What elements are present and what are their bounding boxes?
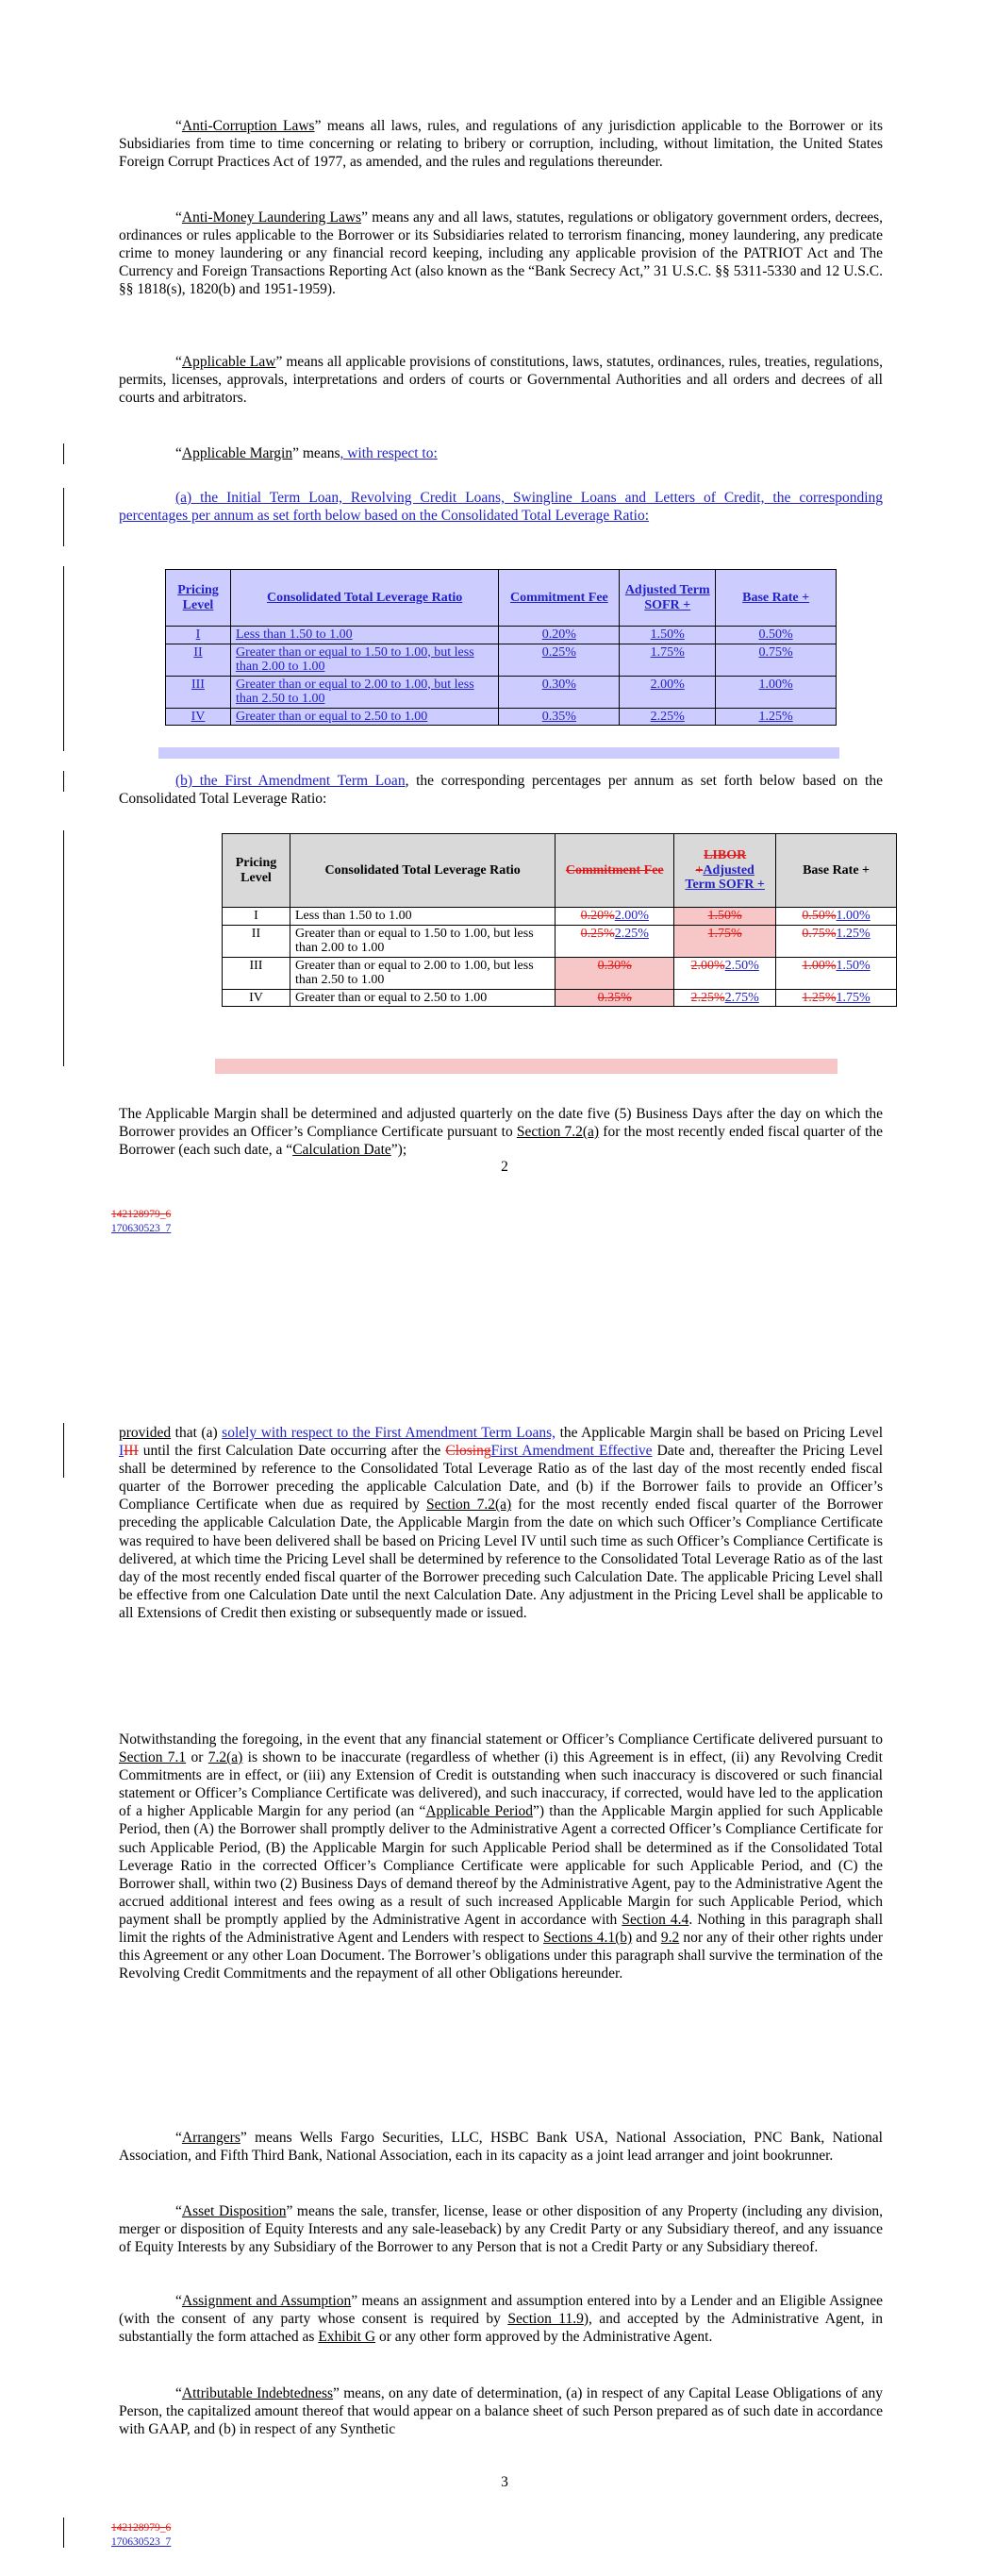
table-row: III Greater than or equal to 2.00 to 1.00, but less than 2.50 to 1.00 0.30% 2.00%2.50% 1.00%1.50%: [223, 957, 897, 989]
clause-b-paragraph: (b) the First Amendment Term Loan, the corresponding percentages per annum as set forth below based on the Consolidated Total Leverage Ratio:: [119, 773, 883, 808]
header-libor-sofr: LIBOR +Adjusted Term SOFR +: [674, 834, 776, 908]
table-row: I Less than 1.50 to 1.00 0.20% 1.50% 0.50%: [166, 627, 837, 644]
calculation-date-paragraph: The Applicable Margin shall be determined and adjusted quarterly on the date five (5) Business Days after the day on which the Borrower provides an Officer’s Compliance Certificate pursuant to Section 7.2(a) for the most recently ended fiscal quarter of the Borrower (each such date, a “Calculation Date”);: [119, 1106, 883, 1159]
table-row: IV Greater than or equal to 2.50 to 1.00 0.35% 2.25% 1.25%: [166, 708, 837, 726]
header-leverage-ratio: Consolidated Total Leverage Ratio: [290, 834, 555, 908]
arrangers-definition: “Arrangers” means Wells Fargo Securities, LLC, HSBC Bank USA, National Association, PNC Bank, National Association, and Fifth Third Bank, National Association, each in its capacity as a joint lead arranger and joint bookrunner.: [119, 2130, 883, 2165]
page-number: 3: [501, 2474, 508, 2490]
delete-shading: [215, 1059, 837, 1074]
header-leverage-ratio: Consolidated Total Leverage Ratio: [230, 570, 498, 627]
change-bar: [63, 443, 64, 464]
header-commitment-fee-deleted: Commitment Fee: [556, 834, 674, 908]
document-id-inserted: 170630523_7: [111, 1223, 172, 1234]
asset-disposition-definition: “Asset Disposition” means the sale, transfer, license, lease or other disposition of any Property (including any division, merger or disposition of Equity Interests and any sale-leaseback) by any Credit Party or any Subsidiary thereof, and any issuance of Equity Interests by any Subsidiary of the Borrower to any Person that is not a Credit Party or any Subsidiary thereof.: [119, 2203, 883, 2256]
change-bar: [63, 771, 64, 792]
table-row: III Greater than or equal to 2.00 to 1.00, but less than 2.50 to 1.00 0.30% 2.00% 1.00%: [166, 676, 837, 708]
clause-a-paragraph: (a) the Initial Term Loan, Revolving Credit Loans, Swingline Loans and Letters of Credit, the corresponding percentages per annum as set forth below based on the Consolidated Total Leverage Ratio:: [119, 490, 883, 525]
table-row: II Greater than or equal to 1.50 to 1.00, but less than 2.00 to 1.00 0.25% 1.75% 0.75%: [166, 644, 837, 676]
anti-money-laundering-laws-definition: “Anti-Money Laundering Laws” means any and all laws, statutes, regulations or obligatory government orders, decrees, ordinances or rules applicable to the Borrower or its Subsidiaries related to terrorism financing, money laundering, any predicate crime to money laundering or any financial record keeping, including any applicable provision of the PATRIOT Act and The Currency and Foreign Transactions Reporting Act (also known as the “Bank Secrecy Act,” 31 U.S.C. §§ 5311-5330 and 12 U.S.C. §§ 1818(s), 1820(b) and 1951-1959).: [119, 209, 884, 298]
applicable-law-definition: “Applicable Law” means all applicable provisions of constitutions, laws, statutes, ordinances, rules, treaties, regulations, permits, licenses, approvals, interpretations and orders of courts or Governmental Authorities and all orders and decrees of all courts and arbitrators.: [119, 354, 883, 407]
assignment-and-assumption-definition: “Assignment and Assumption” means an assignment and assumption entered into by a Lender and an Eligible Assignee (with the consent of any party whose consent is required by Section 11.9), and accepted by the Administrative Agent, in substantially the form attached as Exhibit G or any other form approved by the Administrative Agent.: [119, 2293, 883, 2346]
table-row: II Greater than or equal to 1.50 to 1.00, but less than 2.00 to 1.00 0.25%2.25% 1.75% 0.75%1.25%: [223, 925, 897, 957]
pricing-table-first-amendment: [222, 833, 897, 1007]
header-pricing-level: Pricing Level: [166, 570, 231, 627]
page-number: 2: [501, 1159, 508, 1175]
document-id-inserted: 170630523_7: [111, 2536, 172, 2548]
header-pricing-level: Pricing Level: [223, 834, 290, 908]
pricing-table-initial: [165, 569, 837, 726]
applicable-margin-definition: “Applicable Margin” means, with respect to:: [175, 445, 438, 461]
anti-corruption-laws-definition: “Anti-Corruption Laws” means all laws, rules, and regulations of any jurisdiction applicable to the Borrower or its Subsidiaries from time to time concerning or relating to bribery or corruption, including, without limitation, the United States Foreign Corrupt Practices Act of 1977, as amended, and the rules and regulations thereunder.: [119, 118, 883, 171]
header-commitment-fee: Commitment Fee: [499, 570, 620, 627]
proviso-paragraph: provided that (a) solely with respect to the First Amendment Term Loans, the Applicable Margin shall be based on Pricing Level IIII until the first Calculation Date occurring after the ClosingFirst Amendment Effective Date and, thereafter the Pricing Level shall be determined by reference to the Consolidated Total Leverage Ratio as of the last day of the most recently ended fiscal quarter of the Borrower preceding the applicable Calculation Date, and (b) if the Borrower fails to provide an Officer’s Compliance Certificate when due as required by Section 7.2(a) for the most recently ended fiscal quarter of the Borrower preceding the applicable Calculation Date, the Applicable Margin from the date on which such Officer’s Compliance Certificate was required to have been delivered shall be based on Pricing Level IV until such time as such Officer’s Compliance Certificate is delivered, at which time the Pricing Level shall be determined by reference to the Consolidated Total Leverage Ratio as of the last day of the most recently ended fiscal quarter of the Borrower preceding such Calculation Date. The applicable Pricing Level shall be effective from one Calculation Date until the next Calculation Date. Any adjustment in the Pricing Level shall be applicable to all Extensions of Credit then existing or subsequently made or issued.: [119, 1425, 884, 1621]
change-bar: [63, 830, 64, 1066]
header-base-rate: Base Rate +: [776, 834, 897, 908]
change-bar: [63, 2517, 64, 2548]
document-id-deleted: 142128979_6: [111, 2522, 172, 2534]
change-bar: [63, 566, 64, 751]
header-base-rate: Base Rate +: [716, 570, 837, 627]
document-id-deleted: 142128979_6: [111, 1209, 172, 1220]
table-row: I Less than 1.50 to 1.00 0.20%2.00% 1.50% 0.50%1.00%: [223, 908, 897, 926]
table-row: IV Greater than or equal to 2.50 to 1.00 0.35% 2.25%2.75% 1.25%1.75%: [223, 989, 897, 1007]
insert-shading: [158, 747, 839, 759]
change-bar: [63, 488, 64, 546]
change-bar: [63, 1423, 64, 1478]
notwithstanding-paragraph: Notwithstanding the foregoing, in the event that any financial statement or Officer’s Compliance Certificate delivered pursuant to Section 7.1 or 7.2(a) is shown to be inaccurate (regardless of whether (i) this Agreement is in effect, (ii) any Revolving Credit Commitments are in effect, or (iii) any Extension of Credit is outstanding when such inaccuracy is discovered or such financial statement or Officer’s Compliance Certificate was delivered), and such inaccuracy, if corrected, would have led to the application of a higher Applicable Margin for any period (an “Applicable Period”) than the Applicable Margin applied for such Applicable Period, then (A) the Borrower shall promptly deliver to the Administrative Agent a corrected Officer’s Compliance Certificate for such Applicable Period, (B) the Applicable Margin for such Applicable Period shall be determined as if the Consolidated Total Leverage Ratio in the corrected Officer’s Compliance Certificate were applicable for such Applicable Period, and (C) the Borrower shall, within two (2) Business Days of demand thereof by the Administrative Agent, pay to the Administrative Agent the accrued additional interest and fees owing as a result of such increased Applicable Margin for such Applicable Period, which payment shall be promptly applied by the Administrative Agent in accordance with Section 4.4. Nothing in this paragraph shall limit the rights of the Administrative Agent and Lenders with respect to Sections 4.1(b) and 9.2 nor any of their other rights under this Agreement or any other Loan Document. The Borrower’s obligations under this paragraph shall survive the termination of the Revolving Credit Commitments and the repayment of all other Obligations hereunder.: [119, 1731, 883, 1982]
header-adjusted-term-sofr: Adjusted Term SOFR +: [620, 570, 716, 627]
attributable-indebtedness-definition: “Attributable Indebtedness” means, on any date of determination, (a) in respect of any Capital Lease Obligations of any Person, the capitalized amount thereof that would appear on a balance sheet of such Person prepared as of such date in accordance with GAAP, and (b) in respect of any Synthetic: [119, 2385, 883, 2438]
